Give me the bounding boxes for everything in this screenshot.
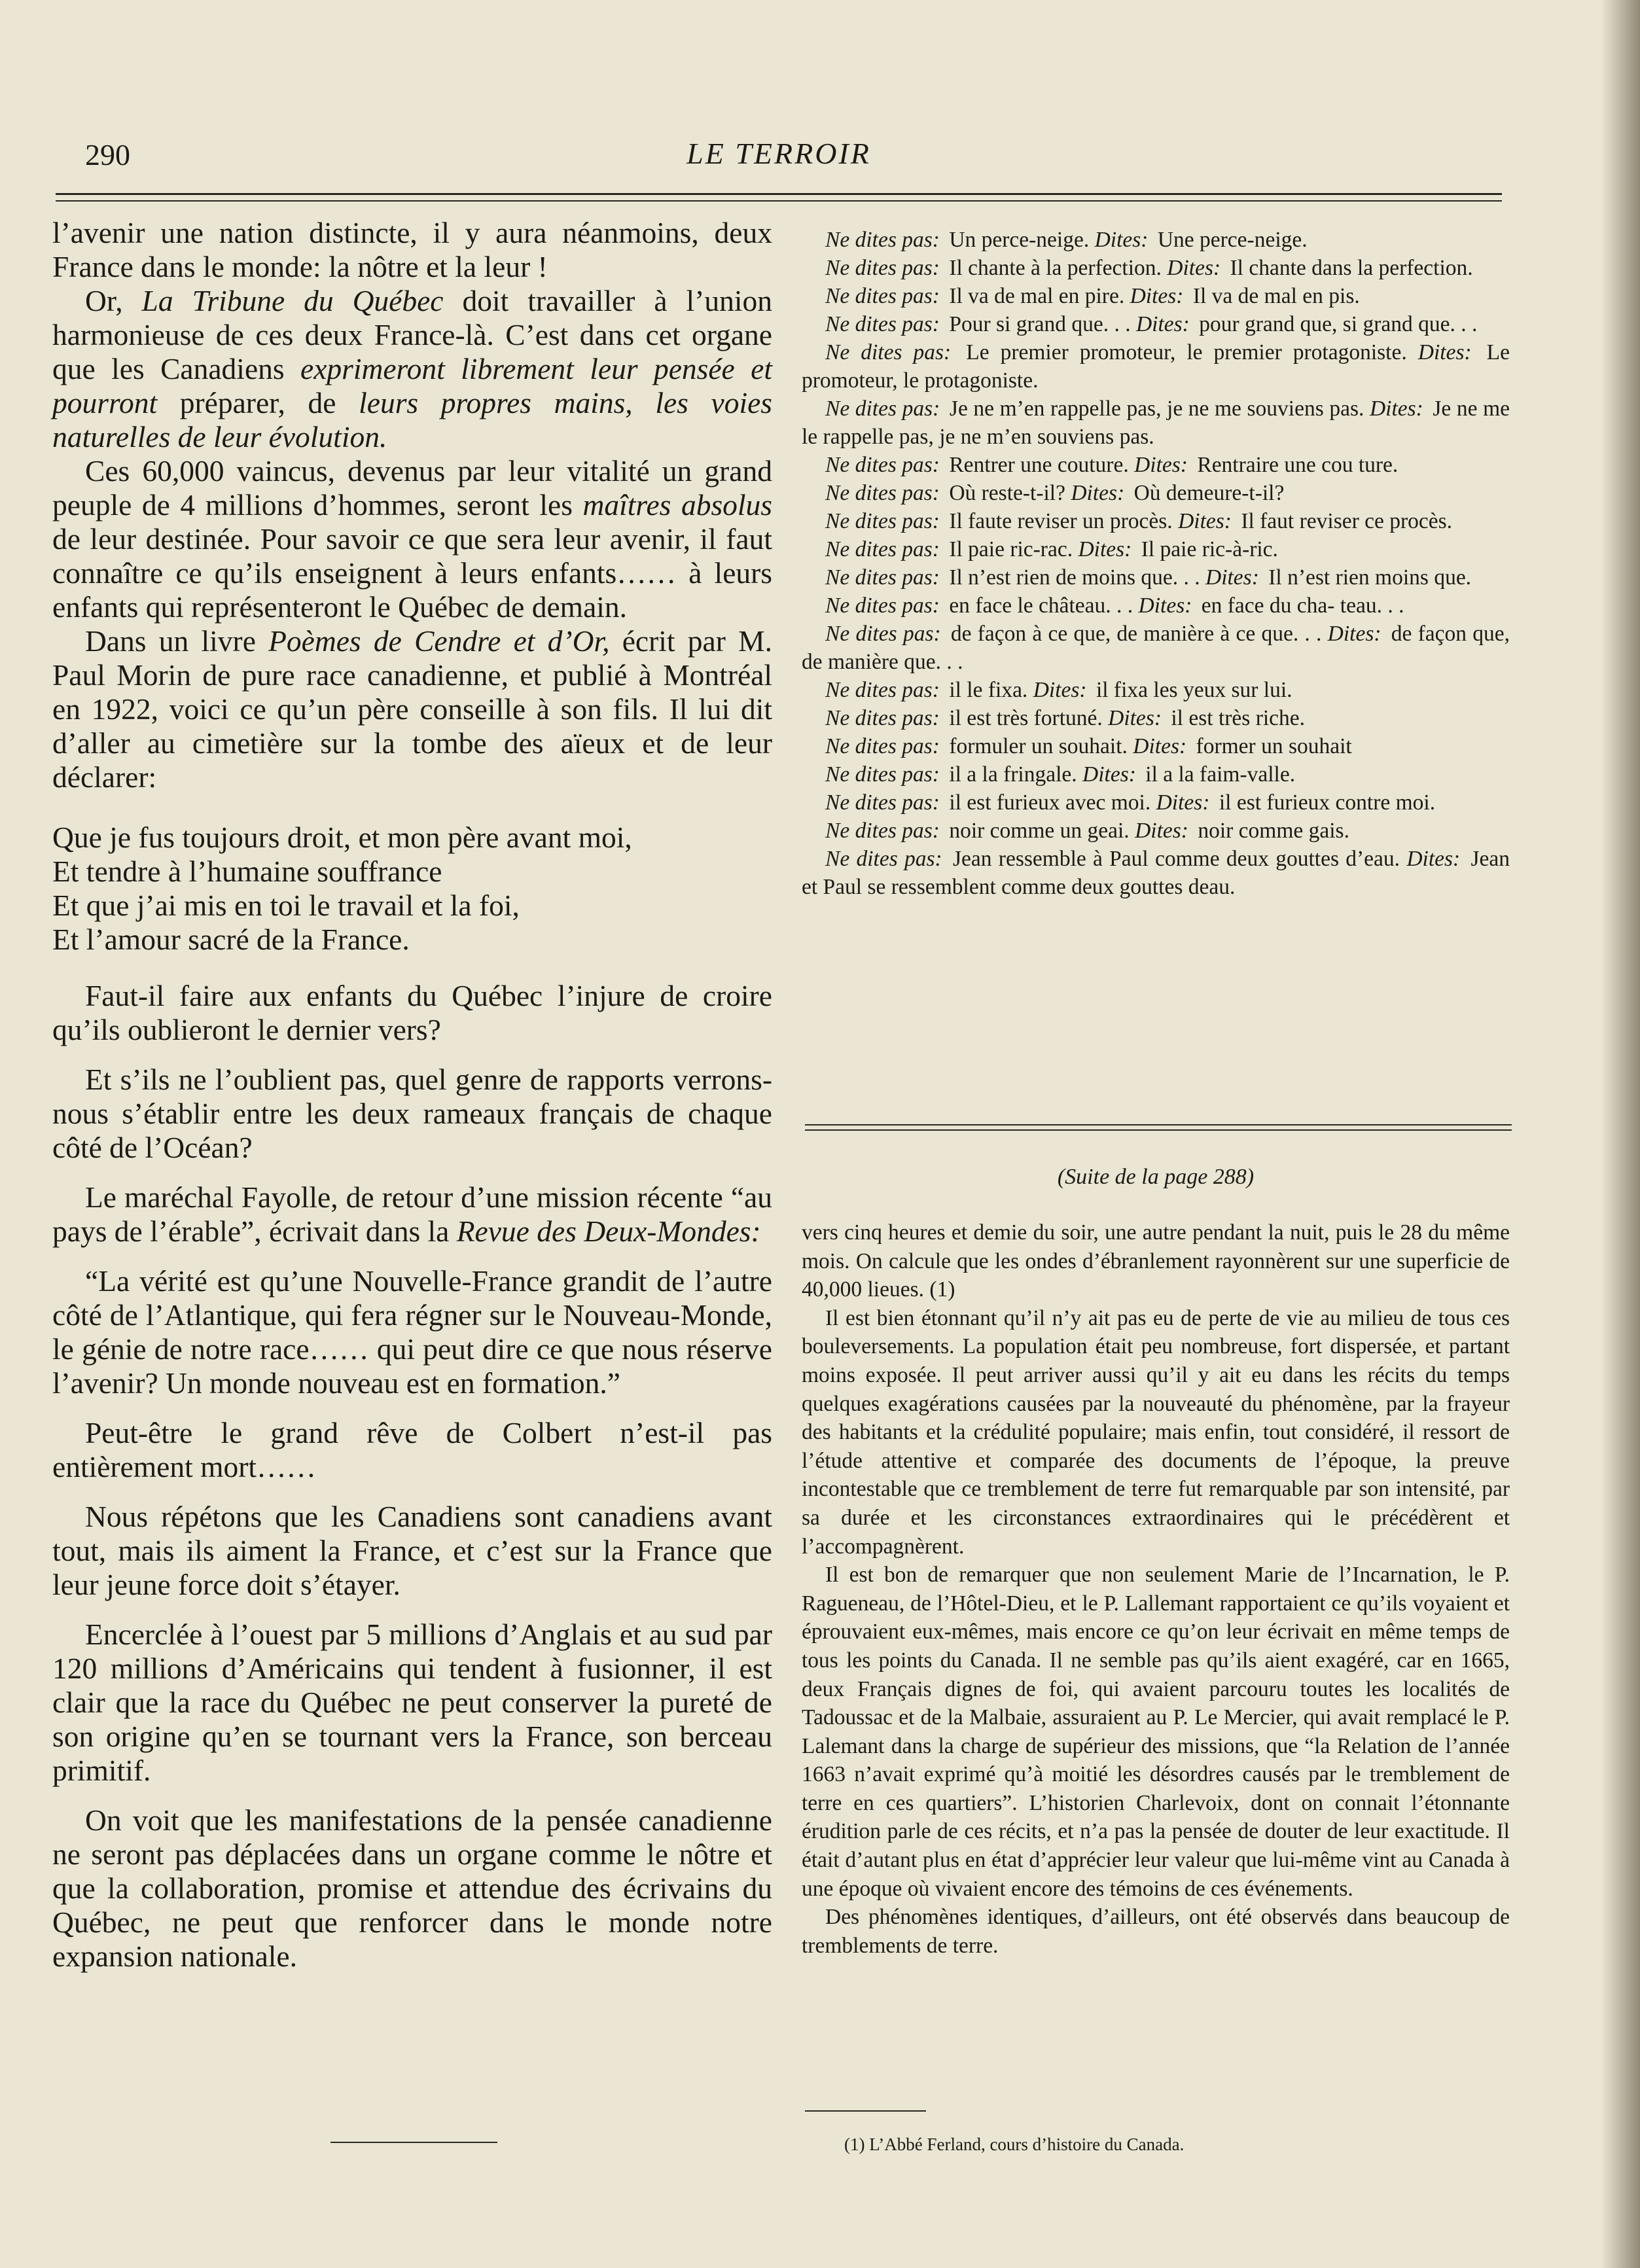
label-do: Dites: [1406,847,1467,871]
paragraph: Nous répétons que les Canadiens sont canadiens avant tout, mais ils aiment la France, et c’est sur la France que leur jeune force doit s’étayer. [52,1500,772,1601]
correction-entry [802,282,1510,310]
correction-entry [802,479,1510,507]
right-form: former un souhait [1196,734,1352,758]
label-do: Dites: [1133,734,1192,758]
label-dont: Ne dites pas: [825,397,946,421]
label-do: Dites: [1138,594,1198,618]
right-form: pour grand que, si grand que. . . [1199,312,1478,336]
wrong-form: Un perce-neige. [949,228,1090,252]
label-do: Dites: [1417,340,1483,364]
label-dont: Ne dites pas: [825,734,946,758]
wrong-form: Rentrer une couture. [949,453,1129,477]
poem-line: Et que j’ai mis en toi le travail et la foi, [52,889,520,922]
paragraph: Faut-il faire aux enfants du Québec l’injure de croire qu’ils oublieront le dernier vers? [52,979,772,1046]
correction-entry [802,226,1510,254]
right-form: il fixa les yeux sur lui. [1096,678,1292,702]
right-form: il a la faim-valle. [1145,762,1296,787]
label-dont: Ne dites pas: [825,762,946,787]
label-dont: Ne dites pas: [825,509,946,533]
right-form: en face du cha- teau. . . [1201,594,1404,618]
right-form: Rentraire une cou ture. [1197,453,1399,477]
left-column [52,216,772,1974]
running-title: LE TERROIR [686,137,871,170]
label-do: Dites: [1135,312,1196,336]
wrong-form: formuler un souhait. [949,734,1128,758]
label-do: Dites: [1327,622,1387,646]
footnote: (1) L’Abbé Ferland, cours d’histoire du Canada. [844,2135,1185,2154]
correction-entry [802,338,1510,395]
paragraph: Il est bon de remarquer que non seulement Marie de l’Incarnation, le P. Ragueneau, de l’Hôtel-Dieu, et le P. Lallemant rapportaient ce qu’ils voyaient et éprouvaient eux-mêmes, mais encore ce qu’on leur écrivait en même temps de tous les points du Canada. Il ne semble pas qu’ils aient exagéré, car en 1665, deux Français dignes de foi, qui avaient parcouru toutes les localités de Tadoussac et de la Malbaie, assuraient au P. Le Mercier, qui avait remplacé le P. Lalemant dans la charge de supérieur des missions, que “la Relation de l’année 1663 n’avait exprimé qu’à moitié les désordres causés par le tremblement de terre en ces quartiers”. L’historien Charlevoix, dont on connait l’étonnante érudition parle de ces récits, et n’a pas la pensée de douter de leur exactitude. Il était d’autant plus en état d’apprécier leur valeur que lui-même vint au Canada à une époque où vivaient encore des témoins de ces événements. [802,1563,1510,1901]
right-form: de façon que, de manière que. . . [802,622,1510,674]
right-form: Il faut reviser ce procès. [1241,509,1453,533]
label-dont: Ne dites pas: [825,594,946,618]
correction-entry [802,676,1510,704]
label-dont: Ne dites pas: [825,706,946,730]
paragraph: l’avenir une nation distincte, il y aura néanmoins, deux France dans le monde: la nôtre et la leur ! [52,216,772,283]
label-dont: Ne dites pas: [825,847,949,871]
right-form: Il n’est rien moins que. [1268,565,1472,590]
correction-entry [802,254,1510,282]
correction-entry [802,592,1510,620]
correction-entry [802,817,1510,845]
paragraph: Des phénomènes identiques, d’ailleurs, ont été observés dans beaucoup de tremblements de terre. [802,1905,1510,1958]
label-do: Dites: [1094,228,1154,252]
wrong-form: Pour si grand que. . . [949,312,1131,336]
label-dont: Ne dites pas: [825,340,963,364]
wrong-form: noir comme un geai. [949,819,1130,843]
label-do: Dites: [1178,509,1238,533]
wrong-form: Il n’est rien de moins que. . . [949,565,1200,590]
paragraph: Ces 60,000 vaincus, devenus par leur vitalité un grand peuple de 4 millions d’hommes, seront les maîtres absolus de leur destinée. Pour savoir ce que sera leur avenir, il faut connaître ce qu’ils enseignent à leurs enfants…… à leurs enfants qui représenteront le Québec de demain. [52,454,772,624]
correction-entry [802,704,1510,732]
header-rule [56,193,1502,202]
wrong-form: il le fixa. [949,678,1028,702]
paragraph: vers cinq heures et demie du soir, une autre pendant la nuit, puis le 28 du même mois. On calcule que les ondes d’ébranlement rayonnèrent sur une superficie de 40,000 lieues. (1) [802,1220,1510,1302]
poem-line: Et l’amour sacré de la France. [52,923,410,956]
paragraph: Dans un livre Poèmes de Cendre et d’Or, écrit par M. Paul Morin de pure race canadienne, et publié à Montréal en 1922, voici ce qu’un père conseille à son fils. Il lui dit d’aller au cimetière sur la tombe des aïeux et de leur déclarer: [52,624,772,794]
wrong-form: il est furieux avec moi. [949,790,1151,815]
correction-entry [802,395,1510,451]
right-form: Je ne me le rappelle pas, je ne m’en souviens pas. [802,397,1510,449]
correction-entry [802,451,1510,479]
label-do: Dites: [1108,706,1168,730]
wrong-form: il est très fortuné. [949,706,1103,730]
label-do: Dites: [1135,819,1194,843]
label-dont: Ne dites pas: [825,819,946,843]
correction-entry [802,535,1510,563]
poem-line: Que je fus toujours droit, et mon père avant moi, [52,821,632,854]
continued-article [802,1218,1510,1960]
quotation: “La vérité est qu’une Nouvelle-France grandit de l’autre côté de l’Atlantique, qui fera régner sur le Nouveau-Monde, le génie de notre race…… qui peut dire ce que nous réserve l’avenir? Un monde nouveau est en formation.” [52,1264,772,1400]
label-do: Dites: [1078,537,1137,561]
correction-entry [802,563,1510,592]
right-form: Il paie ric-à-ric. [1141,537,1278,561]
wrong-form: Où reste-t-il? [949,481,1065,505]
end-rule [330,2142,497,2143]
wrong-form: Le premier promoteur, le premier protagoniste. [966,340,1407,364]
page-header [52,131,1505,177]
label-do: Dites: [1134,453,1194,477]
section-rule [805,1124,1512,1131]
footnote-rule [805,2110,926,2112]
right-form: noir comme gais. [1198,819,1349,843]
correction-entry [802,507,1510,535]
paragraph: Or, La Tribune du Québec doit travailler à l’union harmonieuse de ces deux France-là. C’est dans cet organe que les Canadiens exprimeront librement leur pensée et pourront préparer, de leurs propres mains, les voies naturelles de leur évolution. [52,284,772,453]
label-dont: Ne dites pas: [825,537,946,561]
wrong-form: Il paie ric-rac. [949,537,1073,561]
label-dont: Ne dites pas: [825,790,946,815]
paragraph: Encerclée à l’ouest par 5 millions d’Anglais et au sud par 120 millions d’Américains qui tendent à fusionner, il est clair que la race du Québec ne peut conserver la pureté de son origine qu’en se tournant vers la France, son berceau primitif. [52,1618,772,1787]
label-do: Dites: [1082,762,1142,787]
label-do: Dites: [1369,397,1429,421]
poem [52,821,772,957]
corrections-list [802,226,1510,901]
label-do: Dites: [1205,565,1265,590]
right-form: Il chante dans la perfection. [1230,256,1473,280]
right-form: Il va de mal en pis. [1192,284,1360,308]
label-dont: Ne dites pas: [825,678,946,702]
binding-shadow [1601,0,1640,2268]
label-do: Dites: [1156,790,1215,815]
label-dont: Ne dites pas: [825,284,946,308]
label-do: Dites: [1033,678,1092,702]
correction-entry [802,732,1510,760]
label-dont: Ne dites pas: [825,312,946,336]
correction-entry [802,845,1510,901]
correction-entry [802,788,1510,817]
right-form: il est furieux contre moi. [1219,790,1436,815]
label-dont: Ne dites pas: [825,565,946,590]
correction-entry [802,620,1510,676]
wrong-form: de façon à ce que, de manière à ce que. . . [950,622,1322,646]
label-do: Dites: [1130,284,1189,308]
label-dont: Ne dites pas: [825,256,946,280]
paragraph: On voit que les manifestations de la pensée canadienne ne seront pas déplacées dans un organe comme le nôtre et que la collaboration, promise et attendue des écrivains du Québec, ne peut que renforcer dans le monde notre expansion nationale. [52,1803,772,1973]
label-dont: Ne dites pas: [825,228,946,252]
label-dont: Ne dites pas: [825,481,946,505]
poem-line: Et tendre à l’humaine souffrance [52,855,442,888]
wrong-form: en face le château. . . [949,594,1133,618]
wrong-form: Je ne m’en rappelle pas, je ne me souviens pas. [949,397,1364,421]
wrong-form: il a la fringale. [949,762,1077,787]
wrong-form: Il faute reviser un procès. [949,509,1173,533]
right-form: Le promoteur, le protagoniste. [802,340,1510,393]
correction-entry [802,760,1510,788]
label-do: Dites: [1167,256,1226,280]
wrong-form: Il chante à la perfection. [949,256,1162,280]
label-dont: Ne dites pas: [825,622,947,646]
paragraph: Le maréchal Fayolle, de retour d’une mission récente “au pays de l’érable”, écrivait dans la Revue des Deux-Mondes: [52,1180,772,1248]
right-form: Jean et Paul se ressemblent comme deux gouttes deau. [802,847,1510,899]
page-number: 290 [85,138,130,171]
label-do: Dites: [1071,481,1130,505]
paragraph: Il est bien étonnant qu’il n’y ait pas eu de perte de vie au milieu de tous ces bouleversements. La population était peu nombreuse, fort dispersée, et partant moins exposée. Il peut arriver aussi qu’il y ait eu dans les récits du temps quelques exagérations causées par la nouveauté du phénomène, par la frayeur des habitants et la crédulité populaire; mais enfin, tout considéré, il ressort de l’étude attentive et comparée des documents de l’époque, la preuve incontestable que ce tremblement de terre fut remarquable par son intensité, par sa durée et les circonstances extraordinaires qui le précédèrent et l’accompagnèrent. [802,1305,1510,1559]
paragraph: Peut-être le grand rêve de Colbert n’est-il pas entièrement mort…… [52,1416,772,1483]
wrong-form: Il va de mal en pire. [949,284,1125,308]
wrong-form: Jean ressemble à Paul comme deux gouttes d’eau. [953,847,1400,871]
paragraph: Et s’ils ne l’oublient pas, quel genre de rapports verrons-nous s’établir entre les deux rameaux français de chaque côté de l’Océan? [52,1063,772,1164]
right-form: il est très riche. [1171,706,1306,730]
correction-entry [802,310,1510,338]
continued-from-label: (Suite de la page 288) [1057,1165,1255,1189]
label-dont: Ne dites pas: [825,453,946,477]
right-form: Où demeure-t-il? [1133,481,1285,505]
right-form: Une perce-neige. [1157,228,1308,252]
